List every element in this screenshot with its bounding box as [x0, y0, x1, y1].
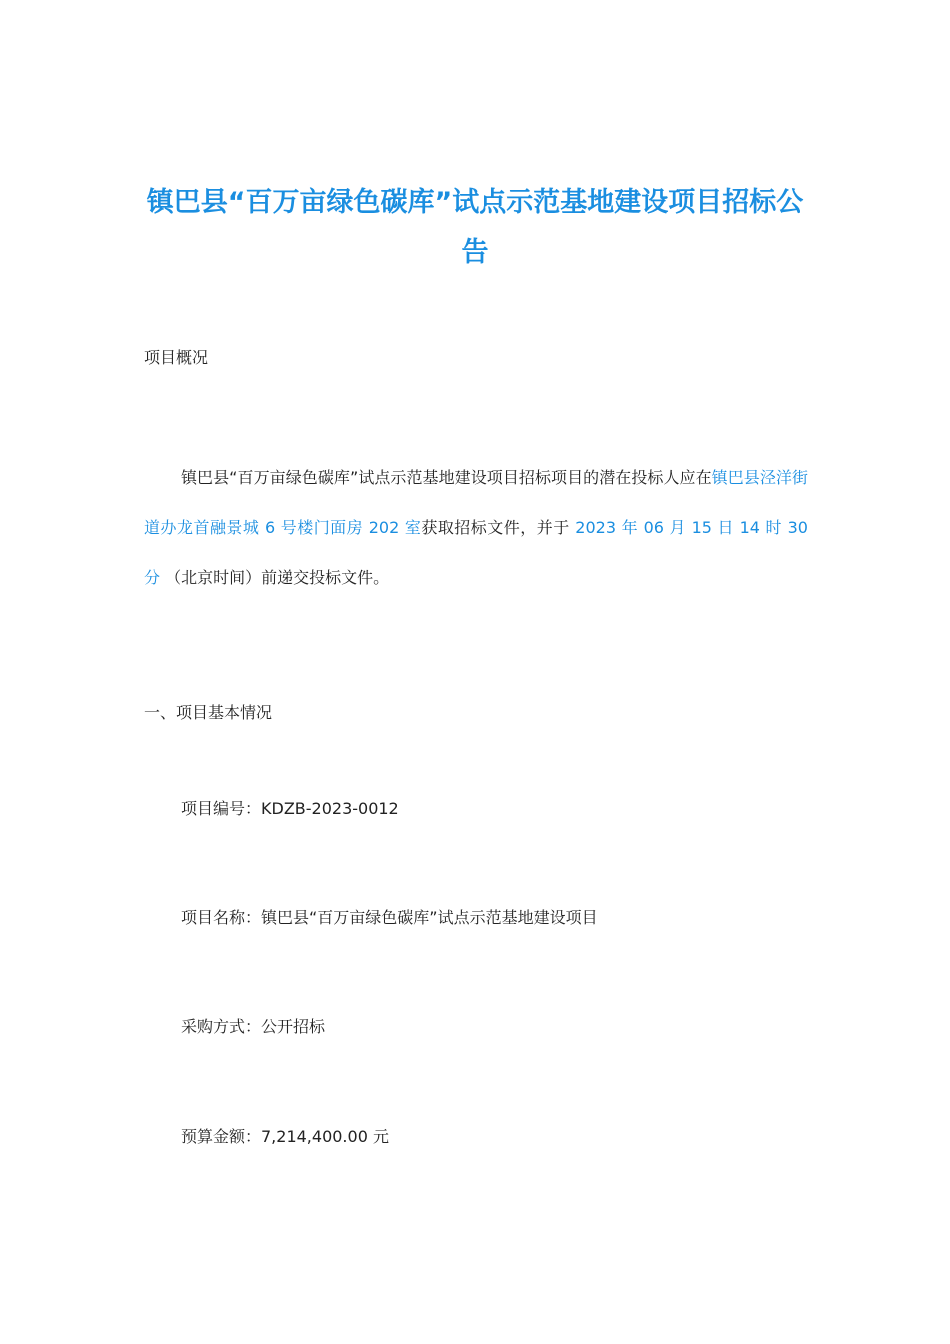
project-name: 项目名称：镇巴县“百万亩绿色碳库”试点示范基地建设项目	[181, 908, 598, 927]
procurement-method: 采购方式：公开招标	[181, 1017, 326, 1036]
page-title: 镇巴县“百万亩绿色碳库”试点示范基地建设项目招标公告	[146, 187, 804, 268]
intro-deadline: 2023 年 06 月 15 日 14 时 30 分	[144, 518, 808, 587]
intro-paragraph	[144, 453, 808, 603]
project-code: 项目编号：KDZB-2023-0012	[181, 799, 399, 818]
intro-location: 镇巴县泾洋街道办龙首融景城 6 号楼门面房 202 室	[144, 468, 808, 537]
intro-text-2: 获取招标文件，并于	[421, 518, 570, 537]
budget-amount: 预算金额：7,214,400.00 元	[181, 1127, 389, 1146]
section-basic-info-heading: 一、项目基本情况	[144, 703, 273, 722]
overview-heading: 项目概况	[144, 348, 209, 367]
intro-text-3: （北京时间）前递交投标文件。	[165, 568, 390, 587]
intro-text-1: 镇巴县“百万亩绿色碳库”试点示范基地建设项目招标项目的潜在投标人应在	[181, 468, 712, 487]
